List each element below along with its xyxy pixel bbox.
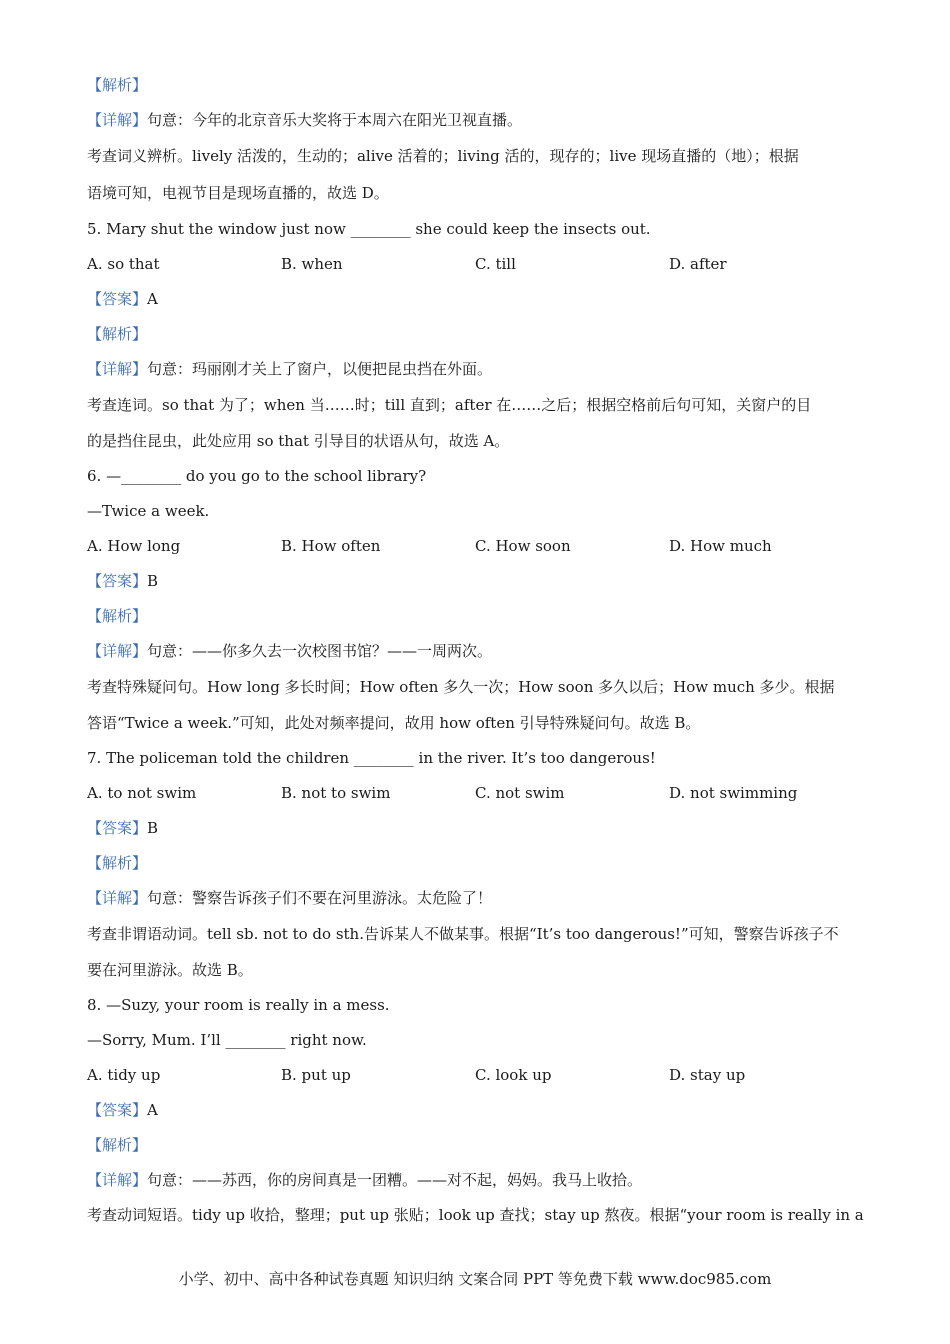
option-c: C. How soon [475, 537, 571, 555]
option-c: C. look up [475, 1066, 552, 1084]
explanation-line: 语境可知，电视节目是现场直播的，故选 D。 [87, 184, 389, 202]
answer-line: 【答案】B [87, 819, 159, 837]
explanation-line: 要在河里游泳。故选 B。 [87, 961, 253, 979]
question-6-reply: —Twice a week. [87, 502, 210, 520]
answer-line: 【答案】A [87, 290, 158, 308]
answer-line: 【答案】A [87, 1101, 158, 1119]
question-6-stem: 6. —________ do you go to the school library? [87, 467, 427, 485]
document-body [87, 68, 877, 1233]
option-d: D. not swimming [669, 784, 798, 802]
option-a: A. tidy up [87, 1066, 161, 1084]
answer-line: 【答案】B [87, 572, 159, 590]
option-b: B. when [281, 255, 343, 273]
option-b: B. not to swim [281, 784, 391, 802]
question-8-stem: 8. —Suzy, your room is really in a mess. [87, 996, 390, 1014]
option-a: A. so that [87, 255, 160, 273]
question-8-options [87, 1058, 877, 1093]
option-d: D. after [669, 255, 727, 273]
explanation-line: 考查连词。so that 为了；when 当……时；till 直到；after 在……之后；根据空格前后句可知，关窗户的目 [87, 396, 812, 414]
option-b: B. put up [281, 1066, 351, 1084]
option-a: A. to not swim [87, 784, 197, 802]
detail-line: 【详解】句意：——你多久去一次校图书馆？——一周两次。 [87, 642, 493, 660]
explanation-line: 答语“Twice a week.”可知，此处对频率提问，故用 how often 引导特殊疑问句。故选 B。 [87, 714, 701, 732]
analysis-heading: 【解析】 [87, 854, 148, 872]
question-5-options [87, 247, 877, 282]
analysis-heading: 【解析】 [87, 1136, 148, 1154]
detail-line: 【详解】句意：警察告诉孩子们不要在河里游泳。太危险了！ [87, 889, 493, 907]
option-a: A. How long [87, 537, 181, 555]
explanation-line: 考查动词短语。tidy up 收拾，整理；put up 张贴；look up 查找；stay up 熬夜。根据“your room is really in a [87, 1206, 864, 1224]
explanation-line: 的是挡住昆虫，此处应用 so that 引导目的状语从句，故选 A。 [87, 432, 510, 450]
question-6-options [87, 529, 877, 564]
analysis-heading: 【解析】 [87, 607, 148, 625]
analysis-heading: 【解析】 [87, 325, 148, 343]
analysis-heading: 【解析】 [87, 76, 148, 94]
option-c: C. till [475, 255, 516, 273]
explanation-line: 考查词义辨析。lively 活泼的，生动的；alive 活着的；living 活的，现存的；live 现场直播的（地）；根据 [87, 147, 799, 165]
explanation-line: 考查非谓语动词。tell sb. not to do sth.告诉某人不做某事。根据“It’s too dangerous!”可知，警察告诉孩子不 [87, 925, 839, 943]
explanation-line: 考查特殊疑问句。How long 多长时间；How often 多久一次；How soon 多久以后；How much 多少。根据 [87, 678, 835, 696]
question-7-stem: 7. The policeman told the children ________ in the river. It’s too dangerous! [87, 749, 656, 767]
page-footer: 小学、初中、高中各种试卷真题 知识归纳 文案合同 PPT 等免费下载 www.doc985.com [178, 1270, 772, 1288]
detail-line: 【详解】句意：今年的北京音乐大奖将于本周六在阳光卫视直播。 [87, 111, 523, 129]
question-8-reply: —Sorry, Mum. I’ll ________ right now. [87, 1031, 367, 1049]
option-c: C. not swim [475, 784, 565, 802]
question-7-options [87, 776, 877, 811]
detail-line: 【详解】句意：玛丽刚才关上了窗户，以便把昆虫挡在外面。 [87, 360, 493, 378]
option-b: B. How often [281, 537, 381, 555]
question-5-stem: 5. Mary shut the window just now ________ she could keep the insects out. [87, 220, 651, 238]
option-d: D. How much [669, 537, 772, 555]
detail-line: 【详解】句意：——苏西，你的房间真是一团糟。——对不起，妈妈。我马上收拾。 [87, 1171, 643, 1189]
option-d: D. stay up [669, 1066, 746, 1084]
